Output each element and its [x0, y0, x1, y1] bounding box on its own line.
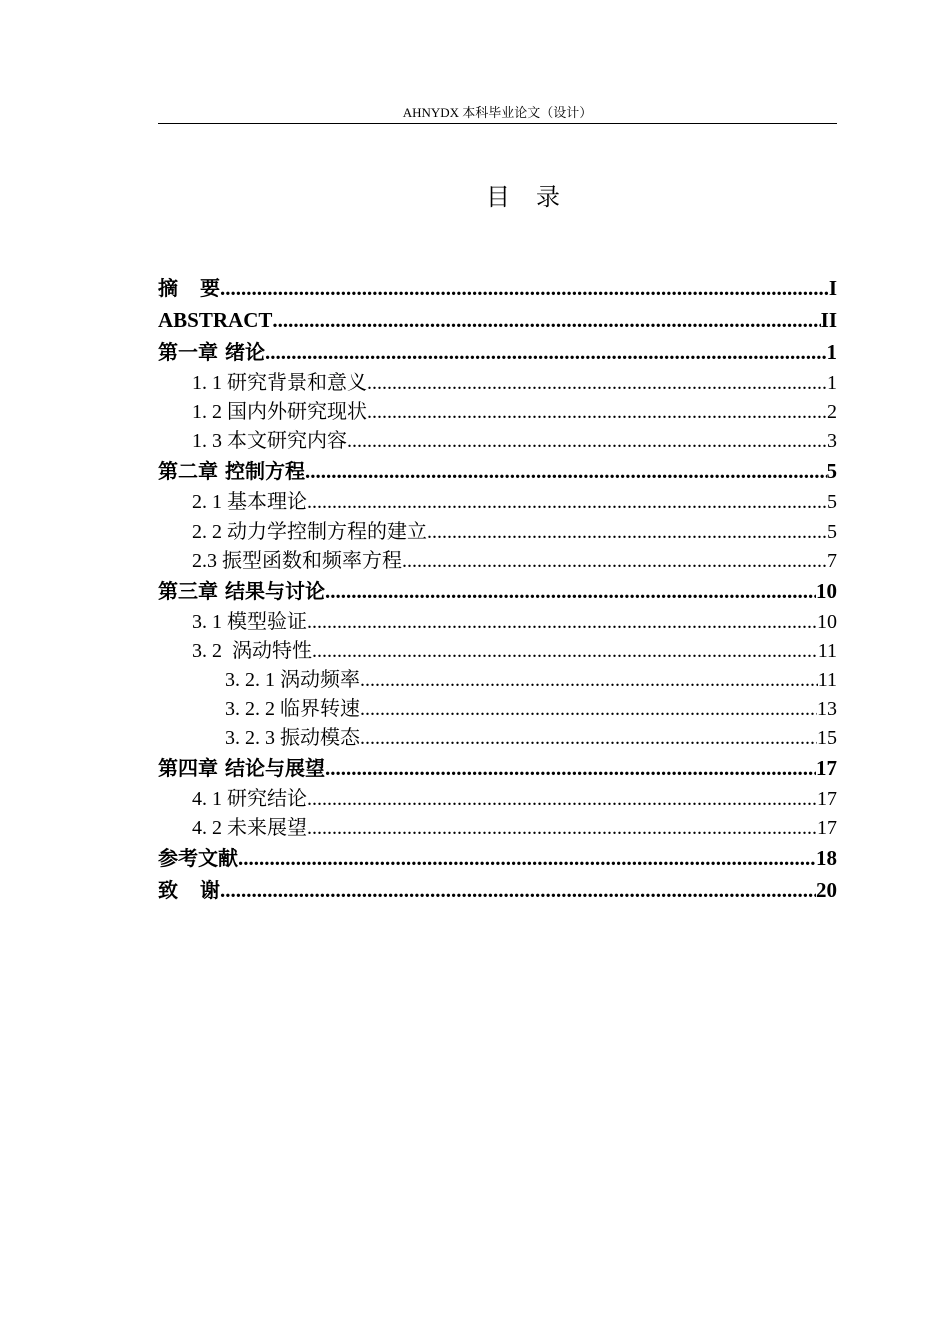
toc-entry-chapter-4[interactable]: [158, 755, 837, 781]
toc-page-number: 17: [816, 756, 837, 780]
toc-entry-label: 国内外研究现状: [227, 399, 367, 423]
toc-leader: [220, 275, 829, 301]
toc-entry-label-a: 致: [158, 878, 178, 902]
toc-page-number: 1: [827, 372, 837, 394]
toc-entry-chapter-1[interactable]: [158, 339, 837, 365]
toc-entry-label: 未来展望: [227, 815, 307, 839]
toc-entry-chapter-3[interactable]: [158, 578, 837, 604]
toc-entry-references[interactable]: [158, 845, 837, 871]
toc-leader: [325, 578, 816, 604]
toc-leader: [272, 307, 820, 333]
toc-entry-label: 模型验证: [227, 609, 307, 633]
toc-page-number: 1: [826, 340, 837, 364]
toc-entry-number: 2. 1: [192, 491, 227, 513]
toc-entry-2-3[interactable]: [192, 547, 837, 574]
toc-entry-label: 第三章 结果与讨论: [158, 579, 325, 603]
toc-entry-label: 第二章 控制方程: [158, 459, 305, 483]
toc-page-number: 2: [827, 401, 837, 423]
toc-entry-1-2[interactable]: [192, 398, 837, 425]
toc-entry-label: 研究结论: [227, 786, 307, 810]
toc-leader: [307, 609, 817, 635]
toc-page-number: II: [820, 308, 837, 332]
toc-entry-label: 振型函数和频率方程: [222, 548, 402, 572]
toc-entry-number: 1. 2: [192, 401, 227, 423]
toc-entry-label: 临界转速: [280, 696, 360, 720]
toc-page-number: 17: [817, 817, 837, 839]
toc-leader: [307, 786, 817, 812]
toc-entry-label-b: 谢: [200, 878, 220, 902]
toc-entry-label: 研究背景和意义: [227, 370, 367, 394]
toc-page-number: 11: [817, 640, 837, 662]
toc-entry-number: 1. 3: [192, 430, 227, 452]
toc-entry-3-1[interactable]: [192, 608, 837, 635]
toc-entry-abstract-en[interactable]: [158, 307, 837, 333]
toc-entry-label: 本文研究内容: [227, 428, 347, 452]
toc-page-number: 5: [827, 521, 837, 543]
toc-page-number: I: [828, 276, 837, 300]
toc-entry-number: 3. 2. 1: [225, 669, 280, 691]
toc-entry-number: 3. 2. 2: [225, 698, 280, 720]
toc-entry-number: 4. 1: [192, 788, 227, 810]
toc-entry-abstract-cn[interactable]: [158, 275, 837, 301]
toc-page-number: 10: [816, 579, 837, 603]
toc-entry-number: 4. 2: [192, 817, 227, 839]
toc-leader: [360, 667, 818, 693]
toc-entry-label: 振动模态: [280, 725, 360, 749]
toc-page-number: 13: [817, 698, 837, 720]
toc-page-number: 11: [817, 669, 837, 691]
toc-entry-label: 参考文献: [158, 846, 238, 870]
toc-entry-1-1[interactable]: [192, 369, 837, 396]
toc-page-number: 18: [816, 846, 837, 870]
toc-leader: [265, 339, 827, 365]
toc-entry-label: ABSTRACT: [158, 308, 273, 332]
toc-leader: [305, 458, 827, 484]
toc-page-number: 20: [816, 878, 837, 902]
toc-entry-4-1[interactable]: [192, 785, 837, 812]
toc-leader: [360, 696, 817, 722]
toc-leader: [220, 877, 816, 903]
toc-leader: [347, 428, 827, 454]
toc-entry-acknowledgements[interactable]: [158, 877, 837, 903]
toc-entry-label-a: 摘: [158, 276, 178, 300]
toc-page-number: 7: [827, 550, 837, 572]
toc-leader: [367, 399, 827, 425]
toc-page-number: 5: [827, 491, 837, 513]
toc-leader: [360, 725, 817, 751]
toc-entry-3-2-3[interactable]: [225, 724, 837, 751]
toc-entry-2-2[interactable]: [192, 518, 837, 545]
page-header: AHNYDX 本科毕业论文（设计）: [402, 105, 593, 120]
header-rule: [158, 123, 837, 124]
toc-title-part2: 录: [536, 183, 560, 211]
toc-entry-2-1[interactable]: [192, 488, 837, 515]
toc-page-number: 5: [826, 459, 837, 483]
toc-entry-number: 3. 2: [192, 640, 232, 662]
toc-entry-number: 3. 2. 3: [225, 727, 280, 749]
toc-leader: [402, 548, 827, 574]
toc-leader: [427, 519, 827, 545]
toc-title-part1: 目: [486, 183, 510, 211]
toc-entry-3-2-2[interactable]: [225, 695, 837, 722]
toc-leader: [325, 755, 816, 781]
toc-entry-3-2-1[interactable]: [225, 666, 837, 693]
toc-entry-label: 第四章 结论与展望: [158, 756, 325, 780]
toc-entry-chapter-2[interactable]: [158, 458, 837, 484]
toc-entry-label: 动力学控制方程的建立: [227, 519, 427, 543]
toc-entry-label: 第一章 绪论: [158, 340, 265, 364]
toc-entry-3-2[interactable]: [192, 637, 837, 664]
toc-leader: [312, 638, 818, 664]
toc-entry-label: 基本理论: [227, 489, 307, 513]
toc-page-number: 3: [827, 430, 837, 452]
toc-entry-number: 2. 2: [192, 521, 227, 543]
toc-entry-number: 3. 1: [192, 611, 227, 633]
toc-entry-number: 2.3: [192, 550, 222, 572]
toc-entry-label: 涡动特性: [232, 638, 312, 662]
toc-page-number: 10: [817, 611, 837, 633]
toc-leader: [307, 489, 827, 515]
toc-entry-label-b: 要: [200, 276, 220, 300]
toc-entry-number: 1. 1: [192, 372, 227, 394]
toc-page-number: 15: [817, 727, 837, 749]
toc-title: [158, 180, 888, 214]
toc-entry-1-3[interactable]: [192, 427, 837, 454]
toc-page-number: 17: [817, 788, 837, 810]
toc-leader: [367, 370, 827, 396]
toc-leader: [307, 815, 817, 841]
toc-entry-4-2[interactable]: [192, 814, 837, 841]
toc-entry-label: 涡动频率: [280, 667, 360, 691]
toc-leader: [238, 845, 816, 871]
